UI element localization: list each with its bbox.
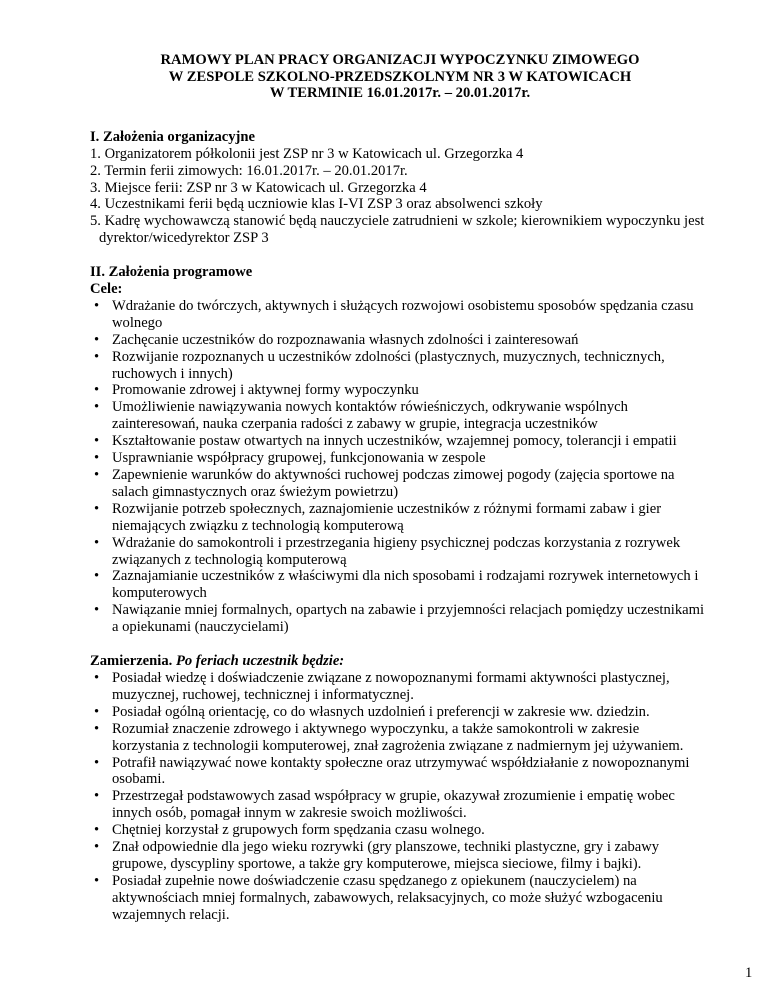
list-item: • Zaznajamianie uczestników z właściwymi dla nich sposobami i rodzajami rozrywek internetowych i komputerowych — [90, 568, 710, 602]
list-item: 2. Termin ferii zimowych: 16.01.2017r. – 20.01.2017r. — [90, 162, 408, 179]
list-item: • Usprawnianie współpracy grupowej, funkcjonowania w zespole — [90, 450, 710, 467]
list-item: • Posiadał wiedzę i doświadczenie związane z nowopoznanymi formami aktywności plastycznej, muzycznej, ruchowej, technicznej i informatycznej. — [90, 670, 710, 704]
intentions-label: Zamierzenia. — [90, 653, 173, 670]
list-item: • Posiadał zupełnie nowe doświadczenie czasu spędzanego z opiekunem (nauczycielem) na aktywnościach mniej formalnych, zabawowych, relaksacyjnych, co może służyć wzbogaceniu wzajemnych relacji. — [90, 873, 710, 924]
list-item: • Rozumiał znaczenie zdrowego i aktywnego wypoczynku, a także samokontroli w zakresie korzystania z technologii komputerowej, znał zagrożenia związane z nadmiernym jej używaniem. — [90, 721, 710, 755]
list-item: • Zachęcanie uczestników do rozpoznawania własnych zdolności i zainteresowań — [90, 332, 710, 349]
organizational-list — [90, 146, 710, 247]
goals-label: Cele: — [90, 281, 123, 298]
intentions-subheading: Po feriach uczestnik będzie: — [175, 653, 345, 670]
section2-heading: II. Założenia programowe — [90, 264, 253, 281]
section1-heading: I. Założenia organizacyjne — [90, 128, 255, 145]
list-item: • Zapewnienie warunków do aktywności ruchowej podczas zimowej pogody (zajęcia sportowe na salach gimnastycznych oraz świeżym powietrzu) — [90, 467, 710, 501]
goals-list — [90, 298, 710, 636]
list-item: • Przestrzegał podstawowych zasad współpracy w grupie, okazywał zrozumienie i empatię wobec innych osób, pomagał innym w zakresie swoich możliwości. — [90, 788, 710, 822]
list-item: • Nawiązanie mniej formalnych, opartych na zabawie i przyjemności relacjach pomiędzy uczestnikami a opiekunami (nauczycielami) — [90, 602, 710, 636]
list-item: • Rozwijanie potrzeb społecznych, zaznajomienie uczestników z różnymi formami zabaw i gier niemających związku z technologią komputerową — [90, 501, 710, 535]
intentions-heading — [90, 653, 710, 670]
title-line-1: RAMOWY PLAN PRACY ORGANIZACJI WYPOCZYNKU ZIMOWEGO — [160, 52, 640, 68]
list-item: • Znał odpowiednie dla jego wieku rozrywki (gry planszowe, techniki plastyczne, gry i zabawy grupowe, dyscypliny sportowe, a także gry komputerowe, miejsca sieciowe, filmy i bajki). — [90, 839, 710, 873]
list-item: • Kształtowanie postaw otwartych na innych uczestników, wzajemnej pomocy, tolerancji i empatii — [90, 433, 710, 450]
list-item: • Posiadał ogólną orientację, co do własnych uzdolnień i preferencji w zakresie ww. dziedzin. — [90, 704, 710, 721]
page-number: 1 — [745, 965, 753, 981]
title-line-2: W ZESPOLE SZKOLNO-PRZEDSZKOLNYM NR 3 W KATOWICACH — [168, 68, 632, 85]
list-item: 3. Miejsce ferii: ZSP nr 3 w Katowicach ul. Grzegorzka 4 — [90, 179, 427, 196]
list-item: • Wdrażanie do twórczych, aktywnych i służących rozwojowi osobistemu sposobów spędzania czasu wolnego — [90, 298, 710, 332]
list-item: • Wdrażanie do samokontroli i przestrzegania higieny psychicznej podczas korzystania z rozrywek związanych z technologią komputerową — [90, 535, 710, 569]
list-item: • Promowanie zdrowej i aktywnej formy wypoczynku — [90, 382, 710, 399]
list-item: • Umożliwienie nawiązywania nowych kontaktów rówieśniczych, odkrywanie wspólnych zainteresowań, nauka czerpania radości z zabawy w grupie, integracja uczestników — [90, 399, 710, 433]
document-title — [90, 52, 710, 102]
list-item: 1. Organizatorem półkolonii jest ZSP nr 3 w Katowicach ul. Grzegorzka 4 — [90, 145, 524, 162]
list-item: • Potrafił nawiązywać nowe kontakty społeczne oraz utrzymywać współdziałanie z nowopoznanymi osobami. — [90, 755, 710, 789]
list-item: 5. Kadrę wychowawczą stanowić będą nauczyciele zatrudnieni w szkole; kierownikiem wypoczynku jest dyrektor/wicedyrektor ZSP 3 — [90, 213, 705, 247]
document-page — [90, 52, 710, 924]
list-item: • Rozwijanie rozpoznanych u uczestników zdolności (plastycznych, muzycznych, technicznych, ruchowych i innych) — [90, 349, 710, 383]
intentions-list — [90, 670, 710, 924]
list-item: 4. Uczestnikami ferii będą uczniowie klas I-VI ZSP 3 oraz absolwenci szkoły — [90, 196, 543, 213]
list-item: • Chętniej korzystał z grupowych form spędzania czasu wolnego. — [90, 822, 710, 839]
title-line-3: W TERMINIE 16.01.2017r. – 20.01.2017r. — [269, 85, 531, 102]
